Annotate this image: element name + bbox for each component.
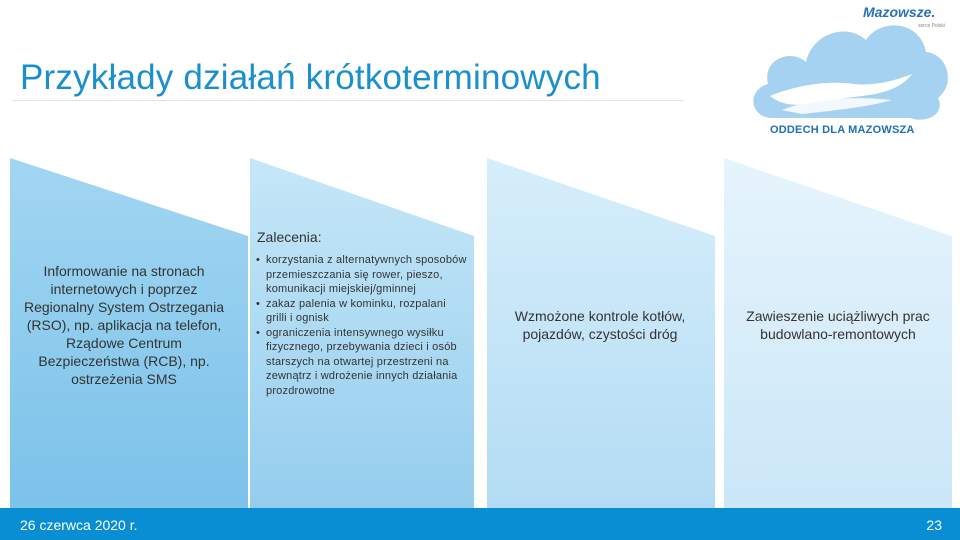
step-text-3: Wzmożone kontrole kotłów, pojazdów, czystości dróg [514, 308, 686, 342]
brand-logo: Mazowsze. [863, 4, 936, 20]
step-text-4: Zawieszenie uciążliwych prac budowlano-remontowych [746, 308, 930, 342]
page-title: Przykłady działań krótkoterminowych [20, 58, 601, 97]
page-number: 23 [926, 517, 942, 533]
step-text-1: Informowanie na stronach internetowych i poprzez Regionalny System Ostrzegania (RSO), np. aplikacja na telefon, Rządowe Centrum Bezpieczeństwa (RCB), np. ostrzeżenia SMS [24, 263, 224, 387]
recommendations-list [255, 253, 467, 398]
footer-date: 26 czerwca 2020 r. [20, 517, 138, 533]
title-divider [12, 100, 684, 101]
brand-tagline: serce Polski [918, 23, 945, 29]
recommendations-heading: Zalecenia: [257, 229, 322, 245]
campaign-name: ODDECH DLA MAZOWSZA [770, 124, 915, 136]
list-item: • korzystania z alternatywnych sposobów przemieszczania się rower, pieszo, komunikacji miejskiej/gminnej [255, 253, 467, 297]
list-item: • zakaz palenia w kominku, rozpalani grilli i ognisk [255, 297, 467, 326]
footer-bar [0, 508, 960, 540]
list-item: • ograniczenia intensywnego wysiłku fizycznego, przebywania dzieci i osób starszych na otwartej przestrzeni na zewnątrz i wdrożenie innych działania prozdrowotne [255, 326, 467, 399]
